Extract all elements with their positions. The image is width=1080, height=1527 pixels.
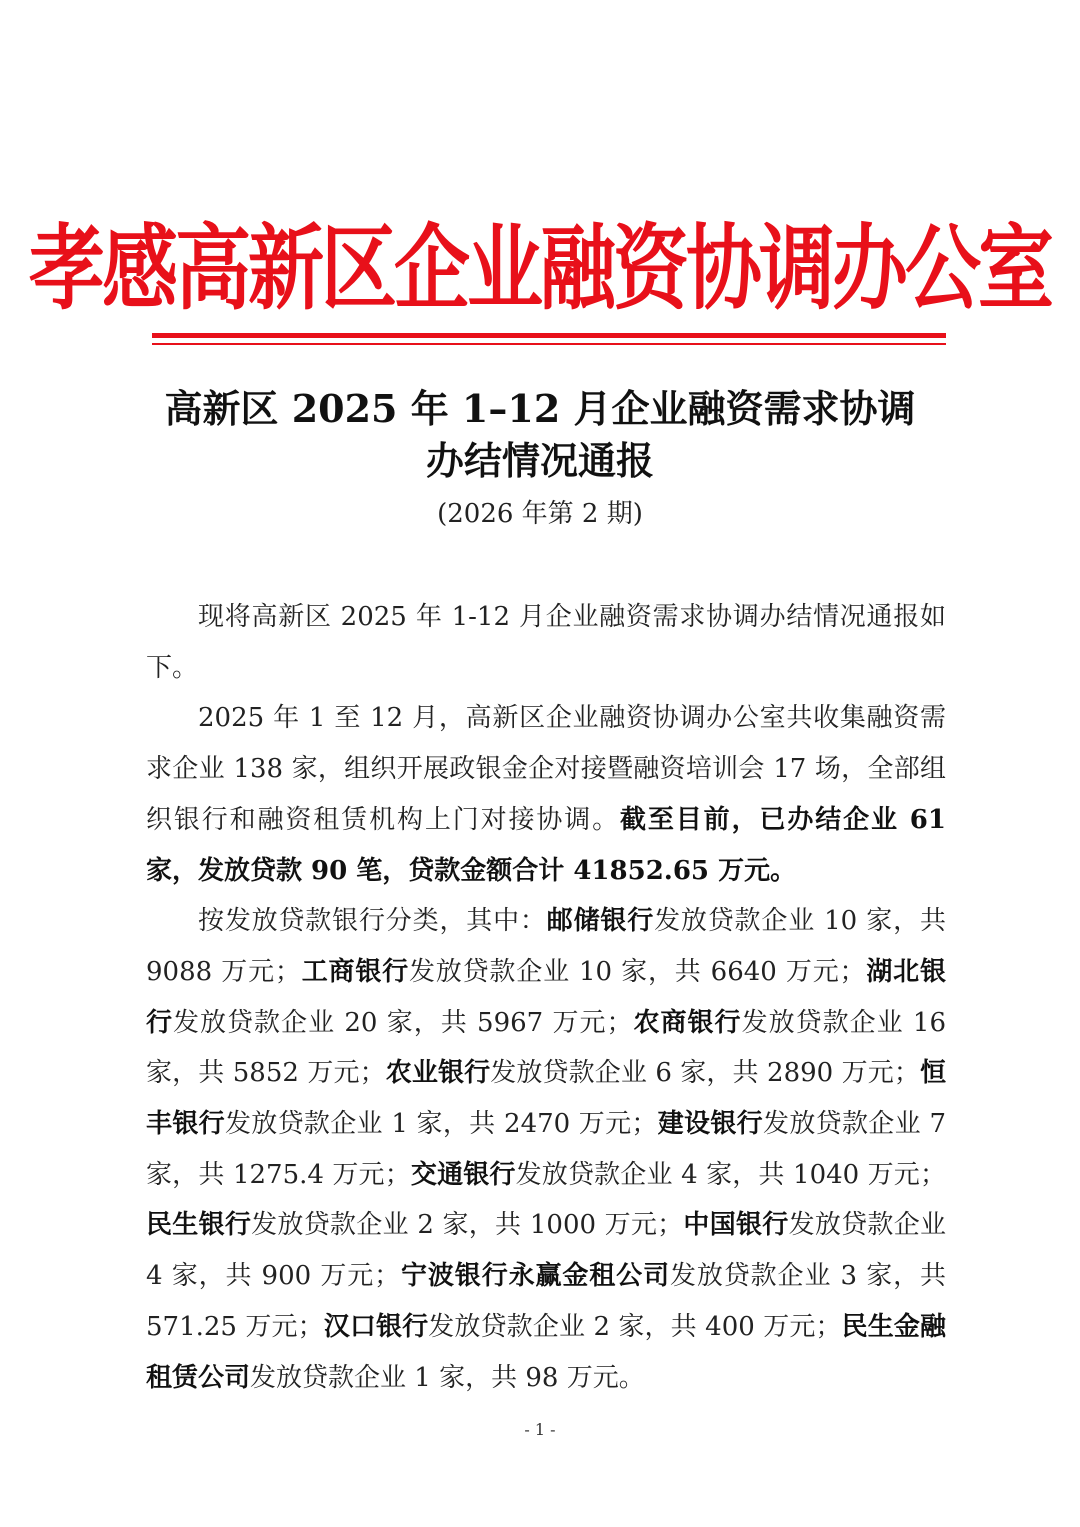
page-number: - 1 -	[524, 1420, 556, 1439]
bank-entry	[146, 1210, 683, 1240]
bank-detail: 发放贷款企业 16 家，共 5852 万元；	[146, 1007, 946, 1089]
bank-detail: 发放贷款企业 2 家，共 400 万元；	[428, 1311, 842, 1342]
bank-detail: 发放贷款企业 7 家，共 1275.4 万元；	[146, 1109, 946, 1190]
bank-detail: 发放贷款企业 2 家，共 1000 万元；	[251, 1210, 684, 1241]
bank-name: 民生金融租赁公司	[146, 1311, 946, 1393]
bank-detail: 发放贷款企业 1 家，共 2470 万元；	[224, 1109, 658, 1140]
bank-detail: 发放贷款企业 20 家，共 5967 万元；	[173, 1007, 633, 1038]
bank-name: 农业银行	[385, 1058, 491, 1089]
bank-breakdown-intro: 按发放贷款银行分类，其中：	[198, 906, 547, 937]
bank-entry	[386, 1058, 920, 1088]
issuing-office-masthead: 孝感高新区企业融资协调办公室	[29, 214, 1051, 323]
bank-name: 宁波银行永赢金租公司	[400, 1261, 670, 1292]
bank-name: 恒丰银行	[146, 1058, 946, 1140]
summary-paragraph	[146, 693, 946, 896]
bank-entry	[324, 1312, 842, 1342]
masthead-red-rule-thin	[152, 343, 946, 345]
bank-name: 工商银行	[300, 956, 409, 987]
masthead-red-rule-thick	[152, 333, 946, 338]
bank-detail: 发放贷款企业 4 家，共 900 万元；	[146, 1210, 946, 1292]
bank-name: 邮储银行	[546, 906, 655, 937]
bank-entry	[301, 957, 866, 987]
bank-name: 建设银行	[657, 1109, 763, 1140]
document-title-line-2: 办结情况通报	[425, 438, 654, 483]
bank-detail: 发放贷款企业 6 家，共 2890 万元；	[490, 1058, 920, 1089]
summary-text: 2025 年 1 至 12 月，高新区企业融资协调办公室共收集融资需求企业 138 家，组织开展政银金企对接暨融资培训会 17 场，全部组织银行和融资租赁机构上门对接协调。	[146, 703, 946, 835]
bank-detail: 发放贷款企业 1 家，共 98 万元。	[250, 1362, 645, 1393]
issue-number: (2026 年第 2 期)	[437, 499, 643, 529]
bank-entry	[411, 1160, 946, 1190]
bank-name: 农商银行	[632, 1007, 742, 1038]
document-title	[100, 383, 980, 487]
bank-name: 中国银行	[683, 1210, 789, 1241]
bank-detail: 发放贷款企业 4 家，共 1040 万元；	[515, 1159, 946, 1190]
bank-breakdown-paragraph	[146, 896, 946, 1403]
intro-paragraph: 现将高新区 2025 年 1-12 月企业融资需求协调办结情况通报如下。	[146, 602, 946, 683]
bank-detail: 发放贷款企业 3 家，共 571.25 万元；	[146, 1261, 946, 1342]
document-title-line-1: 高新区 2025 年 1–12 月企业融资需求协调	[164, 386, 916, 431]
bank-name: 湖北银行	[146, 956, 946, 1038]
bank-detail: 发放贷款企业 10 家，共 9088 万元；	[146, 906, 946, 987]
bank-name: 交通银行	[410, 1159, 516, 1190]
document-body	[146, 592, 946, 1403]
summary-highlight: 截至目前，已办结企业 61 家，发放贷款 90 笔，贷款金额合计 41852.65 万元。	[146, 804, 946, 886]
bank-name: 民生银行	[146, 1210, 252, 1241]
bank-detail: 发放贷款企业 10 家，共 6640 万元；	[408, 956, 866, 987]
bank-name: 汉口银行	[323, 1311, 429, 1342]
